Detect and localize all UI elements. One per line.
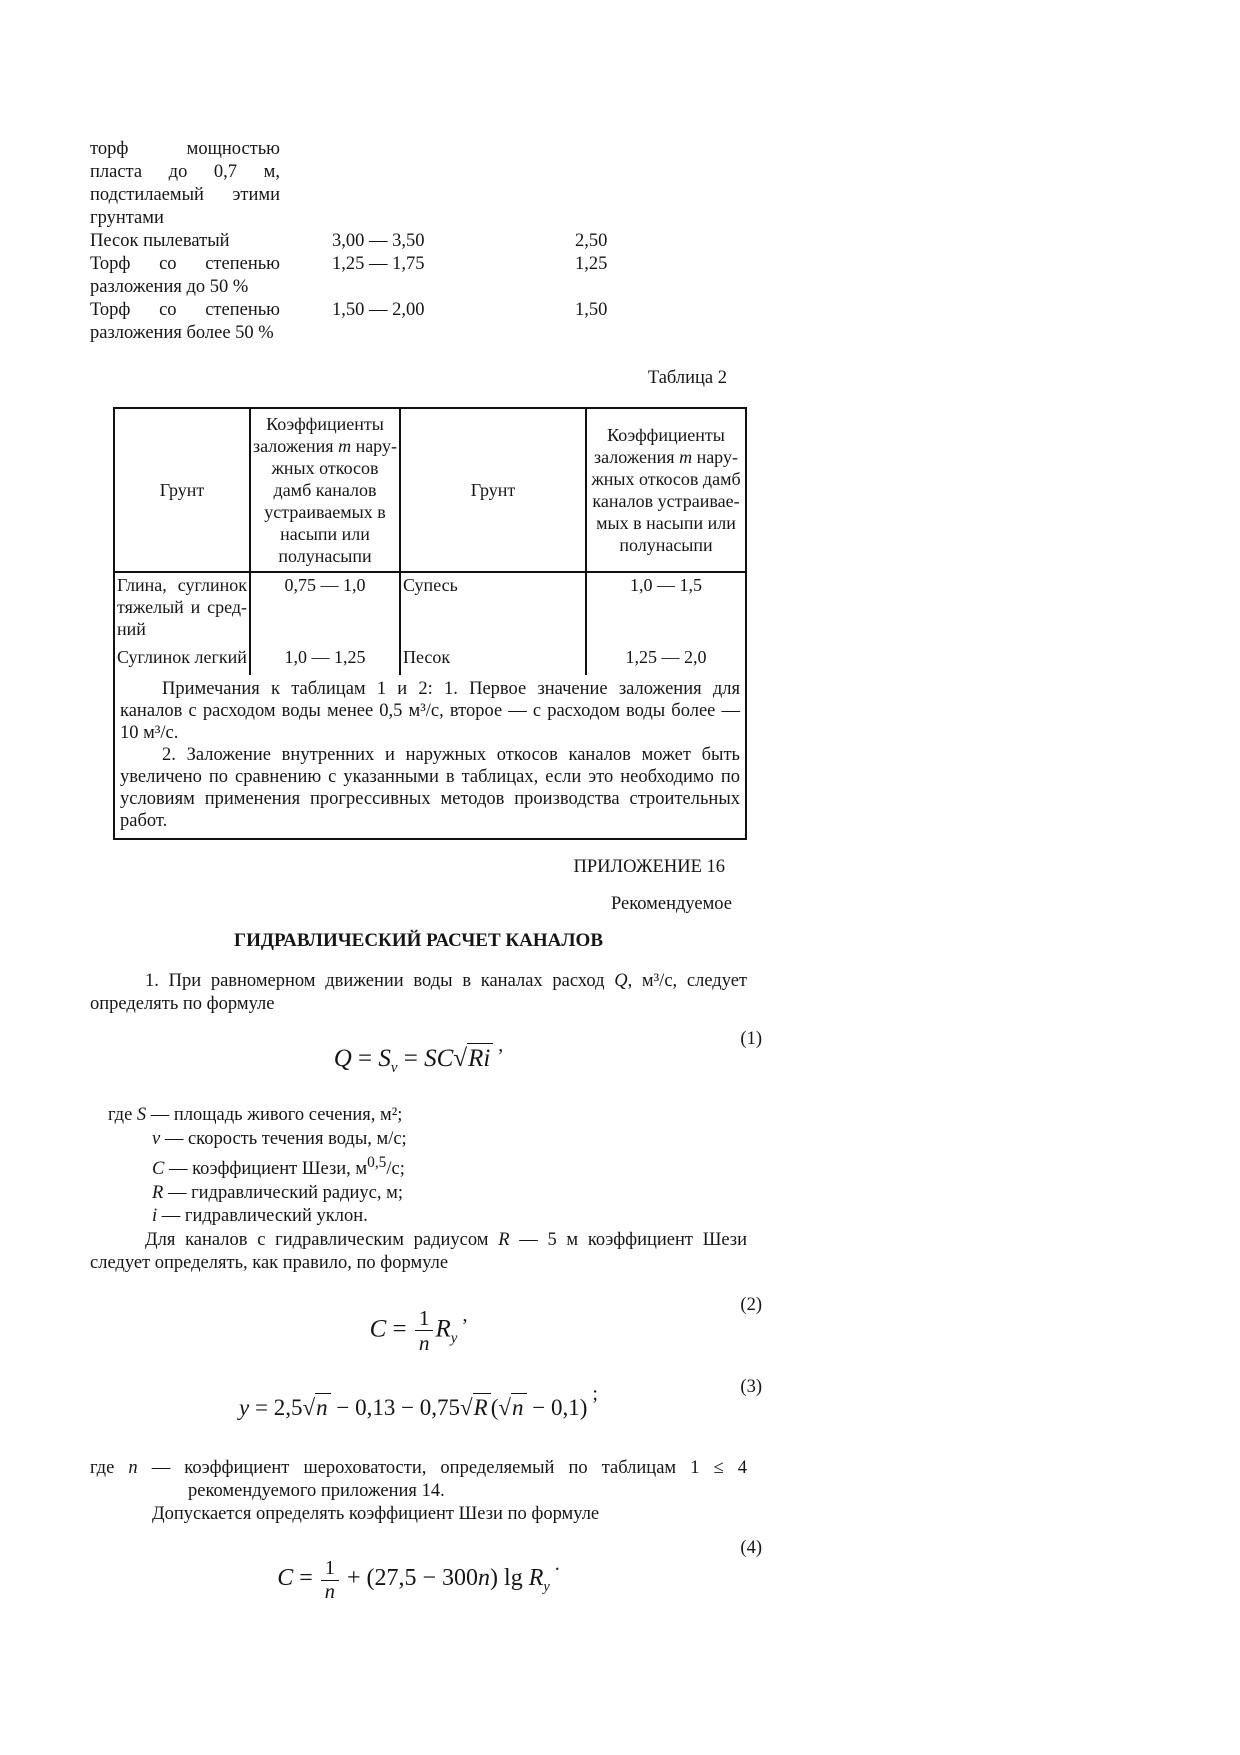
superscript-exponent: 0,5	[367, 1154, 387, 1171]
equals-sign: =	[386, 1315, 413, 1343]
radicand-Ri: Ri	[467, 1043, 493, 1072]
formula-punctuation: ,	[498, 1034, 504, 1056]
legend-line	[90, 1151, 747, 1182]
table2-header-soil-left: Грунт	[115, 409, 250, 572]
table2-header-soil-right: Грунт	[400, 409, 586, 572]
table-row	[90, 253, 747, 299]
symbol-legend	[90, 1104, 747, 1229]
sqrt-radical: √n	[498, 1393, 526, 1420]
note-paragraph: Примечания к таблицам 1 и 2: 1. Первое значение заложения для каналов с расходом воды менее 0,5 м³/с, второе — с расходом воды более — 10 м³/с.	[120, 679, 740, 743]
variable-n: n	[478, 1564, 491, 1591]
slope-range-value: 1,25 — 1,75	[332, 254, 425, 274]
equation-2-number: (2)	[740, 1294, 762, 1315]
table-row	[90, 230, 747, 253]
paragraph-flow-intro	[90, 970, 747, 1016]
formula-exponent-y	[239, 1382, 598, 1421]
formula-text: ) lg	[490, 1564, 529, 1591]
subscript-y: y	[450, 1330, 458, 1347]
formula-text: 27,5 − 300	[374, 1564, 479, 1591]
fraction-numerator: 1	[415, 1307, 434, 1331]
formula-punctuation: ,	[462, 1304, 468, 1327]
continuation-table	[90, 0, 747, 345]
legend-text: — коэффициент Шези, м	[164, 1159, 368, 1180]
formula-punctuation: ;	[592, 1382, 598, 1405]
section-title: ГИДРАВЛИЧЕСКИЙ РАСЧЕТ КАНАЛОВ	[234, 930, 603, 951]
legend-lead: где	[108, 1105, 137, 1125]
equals-sign: =	[351, 1045, 379, 1072]
variable-R: R	[152, 1182, 164, 1203]
variable-R: R	[435, 1315, 451, 1343]
variable-C: C	[369, 1315, 387, 1343]
slope-range-value: 1,50 — 2,00	[332, 300, 425, 320]
variable-m: m	[338, 436, 352, 456]
formula-chezy-log	[277, 1552, 560, 1604]
legend-text: /с;	[386, 1159, 405, 1180]
legend-text: — скорость течения воды, м/с;	[160, 1128, 407, 1149]
paragraph-allowed: Допускается определять коэффициент Шези по формуле	[152, 1503, 600, 1524]
recommended-label: Рекомендуемое	[610, 894, 732, 914]
table2-header-row	[115, 409, 745, 572]
text-column	[90, 0, 762, 1622]
formula-chezy-coefficient	[369, 1304, 468, 1355]
coeff-cell: 0,75 — 1,0	[250, 572, 400, 645]
variable-Q: Q	[333, 1045, 352, 1072]
paragraph-text: , м³/с, следует определять по формуле	[90, 971, 747, 1014]
equation-4-number: (4)	[740, 1537, 762, 1558]
formula-text: − 0,13 − 0,75	[330, 1394, 461, 1420]
radicand-R: R	[473, 1393, 491, 1420]
slope-single-value: 2,50	[575, 231, 608, 251]
sqrt-radical: √Ri	[453, 1043, 493, 1072]
soil-name: Песок пылеватый	[90, 231, 230, 251]
fraction-denominator: n	[324, 1581, 335, 1604]
radicand-n: n	[315, 1393, 331, 1420]
variable-n: n	[128, 1457, 138, 1478]
slope-single-value: 1,25	[575, 254, 608, 274]
variable-S: S	[378, 1045, 391, 1072]
sqrt-radical: √n	[302, 1393, 330, 1420]
table-row	[90, 299, 747, 345]
soil-name: Торф со степенью разложения более 50 %	[90, 300, 280, 343]
header-text: Коэффициенты заложения	[253, 414, 384, 456]
header-text: нару- жных откосов дамб каналов устраивае- мых в насыпи или полунасыпи	[591, 447, 741, 555]
equation-1-number: (1)	[740, 1029, 762, 1049]
formula-discharge	[333, 1034, 504, 1077]
table2-header-coeff-left	[250, 409, 400, 572]
legend-text: — гидравлический радиус, м;	[163, 1182, 403, 1203]
formula-punctuation: .	[554, 1552, 560, 1575]
legend-text: — гидравлический уклон.	[157, 1206, 368, 1227]
table2-grid	[115, 409, 745, 675]
soil-cell: Супесь	[400, 572, 586, 645]
paragraph-text: Для каналов с гидравлическим радиусом	[145, 1229, 499, 1250]
table2-header-coeff-right	[586, 409, 745, 572]
variable-C: C	[277, 1564, 294, 1591]
fraction	[321, 1558, 339, 1604]
appendix-16-label: ПРИЛОЖЕНИЕ 16	[573, 857, 725, 877]
slope-single-value: 1,50	[575, 300, 608, 320]
fraction-numerator: 1	[321, 1558, 339, 1581]
variable-v: v	[152, 1128, 161, 1149]
soil-name: торф мощностью пласта до 0,7 м, подстилаемый этими грунтами	[90, 139, 280, 228]
equals-sign: =	[397, 1045, 425, 1072]
legend-line	[90, 1205, 747, 1229]
table2-row	[115, 645, 745, 675]
formula-text: + (	[340, 1564, 375, 1591]
legend-text: — площадь живого сечения, м²;	[146, 1105, 403, 1125]
slope-single-value	[575, 138, 747, 230]
variable-S: S	[136, 1105, 147, 1125]
soil-cell: Песок	[400, 645, 586, 675]
variable-R: R	[498, 1229, 510, 1250]
coeff-cell: 1,25 — 2,0	[625, 647, 707, 667]
paragraph-text: 1. При равномерном движении воды в каналах расход	[145, 971, 615, 991]
paragraph-roughness	[90, 1457, 747, 1503]
table2-notes	[115, 675, 745, 838]
table2	[113, 407, 747, 840]
paragraph-text: — коэффициент шероховатости, определяемый по таблицам 1 ≤ 4 рекомендуемого приложения 14.	[137, 1457, 748, 1501]
header-text: Коэффициенты заложения	[594, 425, 725, 467]
variable-R: R	[528, 1564, 544, 1591]
variable-m: m	[679, 447, 693, 467]
fraction-denominator: n	[418, 1330, 430, 1355]
soil-cell: Глина, суглинок тяжелый и сред- ний	[115, 572, 250, 645]
variable-SC: SC	[424, 1045, 454, 1072]
fraction	[415, 1307, 434, 1355]
header-text: нару- жных откосов дамб каналов устраиваемых в насыпи или полунасыпи	[264, 436, 397, 566]
formula-text: (	[490, 1394, 499, 1420]
equation-3-number: (3)	[740, 1376, 762, 1397]
equals-sign: =	[249, 1394, 274, 1420]
legend-line	[90, 1128, 747, 1152]
equals-sign: =	[293, 1564, 319, 1591]
equation-4	[90, 1537, 762, 1622]
variable-y: y	[239, 1394, 250, 1420]
coeff-cell: 1,0 — 1,25	[250, 645, 400, 675]
sqrt-radical: √R	[460, 1393, 491, 1420]
legend-line	[90, 1104, 747, 1128]
legend-line	[90, 1182, 747, 1206]
formula-text: − 0,1)	[526, 1394, 588, 1420]
coeff-cell: 1,0 — 1,5	[630, 575, 702, 595]
formula-text: 2,5	[273, 1394, 303, 1420]
note-paragraph: 2. Заложение внутренних и наружных откосов каналов может быть увеличено по сравнению с указанными в таблицах, если это необходимо по условиям применения прогрессивных методов производства строительных работ.	[120, 745, 740, 831]
paragraph-chezy	[90, 1229, 747, 1275]
table-row	[90, 138, 747, 230]
radicand-n: n	[511, 1393, 527, 1420]
equation-1	[90, 1029, 762, 1093]
soil-name: Торф со степенью разложения до 50 %	[90, 254, 280, 297]
slope-range-value: 3,00 — 3,50	[332, 231, 425, 251]
variable-i: i	[152, 1206, 158, 1227]
slope-range-value	[332, 138, 575, 230]
soil-cell: Суглинок легкий	[115, 645, 250, 675]
equation-2	[90, 1294, 762, 1367]
variable-C: C	[152, 1159, 165, 1180]
paragraph-text: где	[90, 1457, 129, 1478]
table2-caption: Таблица 2	[647, 368, 727, 388]
paragraph-text: — 5 м коэффициент Шези следует определять, как правило, по формуле	[90, 1229, 748, 1273]
subscript-v: v	[390, 1060, 398, 1076]
subscript-y: y	[543, 1578, 550, 1595]
table2-row	[115, 572, 745, 645]
variable-Q: Q	[614, 971, 628, 991]
equation-3	[90, 1376, 762, 1435]
